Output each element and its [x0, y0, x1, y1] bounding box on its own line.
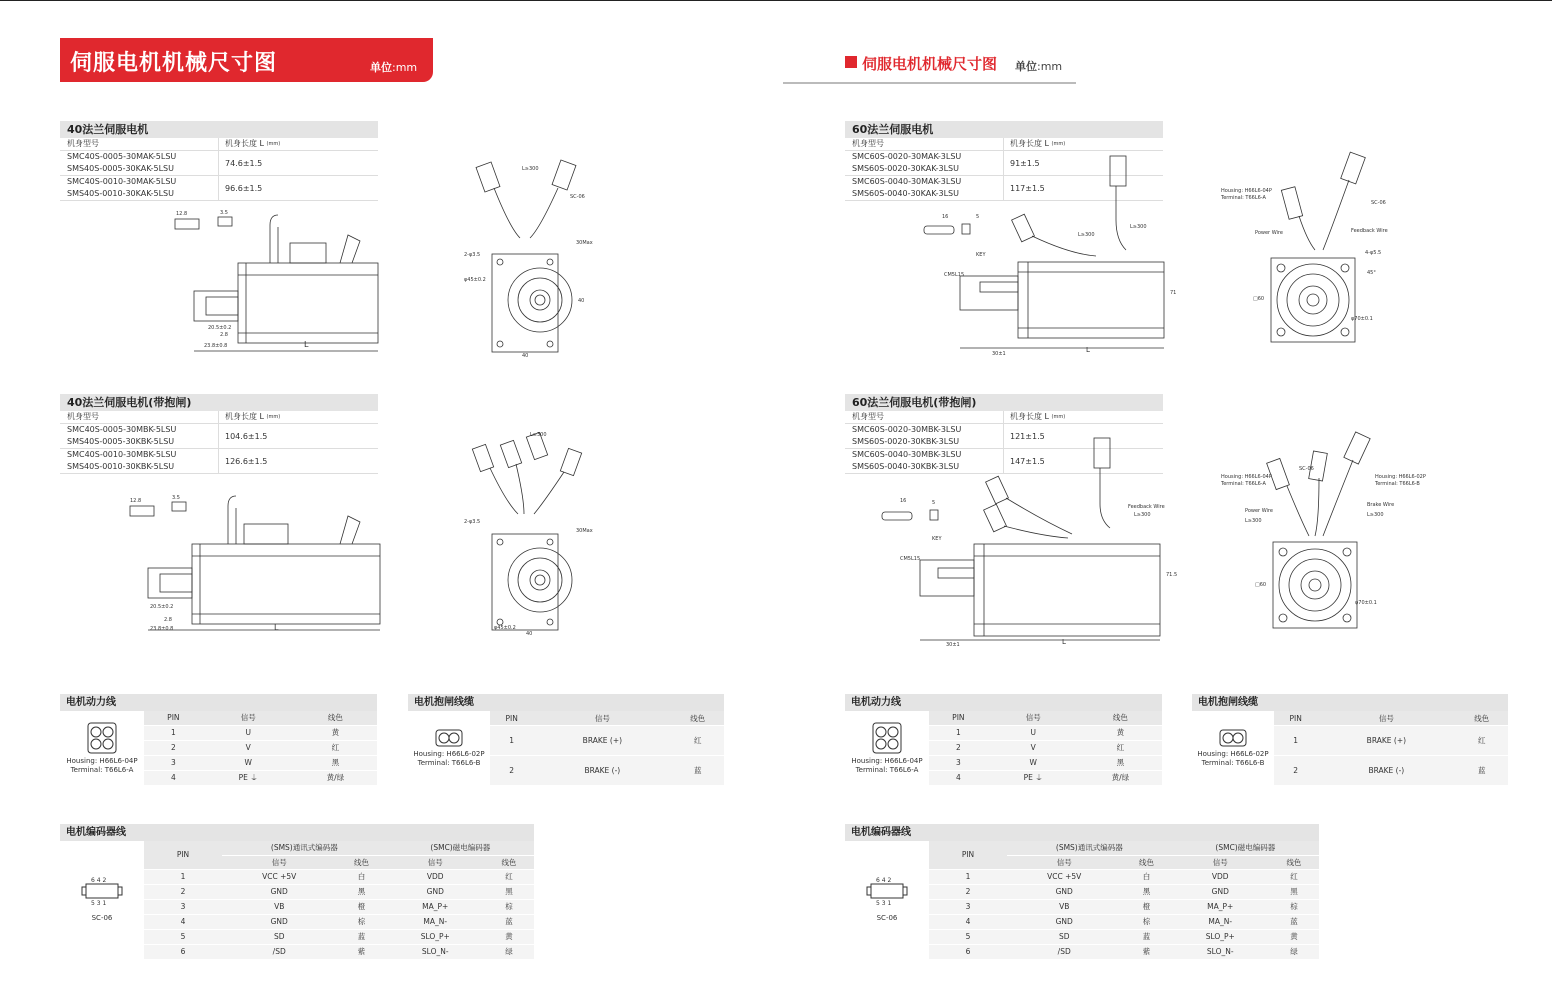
page-title: 伺服电机机械尺寸图 [70, 51, 278, 76]
svg-text:5 3 1: 5 3 1 [91, 900, 107, 908]
cell: MA_P+ [387, 899, 484, 914]
motor-40-brake-side-drawing [122, 490, 387, 635]
terminal-label: Terminal: T66L6-B [1201, 758, 1265, 767]
unit-value: :mm [392, 61, 418, 74]
top-rule [0, 0, 1552, 1]
dim-label: Feedback Wire [1351, 228, 1388, 234]
cell: 红 [484, 869, 534, 884]
col-signal: 信号 [222, 855, 336, 869]
cell: 蓝 [1269, 914, 1319, 929]
length-value: 91±1.5 [1010, 158, 1040, 168]
cell: V [988, 740, 1079, 755]
col-length-unit: (mm) [266, 414, 281, 420]
cell: 黄/绿 [1079, 770, 1162, 785]
power-cable-table-right [845, 694, 1162, 786]
length-value: 74.6±1.5 [225, 158, 263, 168]
cell: PE ⏚ [203, 770, 294, 785]
table-row [60, 176, 378, 201]
svg-text:6 4 2: 6 4 2 [91, 877, 107, 885]
cell: 黑 [336, 884, 386, 899]
col-pin: PIN [144, 711, 203, 725]
cell: 4 [929, 914, 1007, 929]
cell: SD [222, 929, 336, 944]
col-color: 线色 [671, 711, 724, 726]
table-title: 电机抱闸线缆 [408, 694, 724, 711]
cell: GND [222, 884, 336, 899]
motor-60-front-drawing [1215, 150, 1405, 350]
housing-label: Housing: H66L6-02P [1197, 749, 1269, 758]
dim-label: L≥300 [1078, 232, 1095, 238]
col-length [1004, 138, 1163, 150]
cell: 棕 [1269, 899, 1319, 914]
dim-label: 3.5 [220, 210, 228, 216]
cell: 红 [1455, 726, 1508, 756]
model-name: SMS40S-0005-30KBK-5LSU [67, 437, 175, 446]
motor-40-side-drawing [170, 205, 390, 355]
table-title: 电机编码器线 [60, 824, 534, 841]
housing-label: Housing: H66L6-04P [851, 756, 923, 765]
cell: 黑 [294, 755, 377, 770]
cell: SLO_P+ [1172, 929, 1269, 944]
dim-label: 23.8±0.8 [204, 343, 228, 349]
dim-label: 40 [526, 631, 533, 637]
model-name: SMC60S-0020-30MBK-3LSU [852, 425, 962, 434]
cell: 2 [929, 740, 988, 755]
table-row [60, 151, 378, 176]
cell: BRAKE (-) [533, 755, 671, 785]
dim-label: L≥300 [1134, 512, 1151, 518]
motor-60-brake-side-drawing [872, 430, 1182, 650]
sc06-connector-icon [82, 876, 122, 906]
dim-label: 2.8 [220, 332, 228, 338]
cell: 6 [144, 944, 222, 959]
cell: 黄 [1269, 929, 1319, 944]
dim-label: 3.5 [172, 495, 180, 501]
col-length-label: 机身长度 L [1010, 412, 1049, 421]
cell: 黑 [484, 884, 534, 899]
cell: 黄 [294, 725, 377, 740]
cell: VCC +5V [222, 869, 336, 884]
cell: 2 [490, 755, 533, 785]
cell: SLO_P+ [387, 929, 484, 944]
cell: 3 [929, 755, 988, 770]
cell: SLO_N- [387, 944, 484, 959]
dim-label: Power Wire [1245, 508, 1273, 514]
cell: 4 [929, 770, 988, 785]
col-model: 机身型号 [845, 138, 1004, 150]
4pin-connector-icon [871, 721, 903, 755]
dim-label: Terminal: T66L6-A [1221, 481, 1266, 487]
unit-label [370, 59, 417, 75]
cell: 2 [929, 884, 1007, 899]
table-header-row [60, 411, 378, 424]
terminal-label: Terminal: T66L6-A [70, 765, 134, 774]
cell: W [988, 755, 1079, 770]
2pin-connector-icon [1218, 728, 1248, 748]
right-unit-label [1015, 58, 1062, 74]
svg-text:6 4 2: 6 4 2 [876, 877, 892, 885]
model-name: SMC60S-0040-30MBK-3LSU [852, 450, 962, 459]
col-signal: 信号 [1172, 855, 1269, 869]
encoder-cable-table-right [845, 824, 1319, 960]
dim-label: □60 [1253, 296, 1265, 302]
dim-label: φ45±0.2 [494, 625, 516, 631]
cell: BRAKE (+) [1317, 726, 1455, 756]
cell: VB [1007, 899, 1121, 914]
power-cable-table-left [60, 694, 377, 786]
brake-cable-table-left [408, 694, 724, 786]
model-table-40-brake [60, 394, 378, 474]
cell: VCC +5V [1007, 869, 1121, 884]
col-length-unit: (mm) [266, 141, 281, 147]
motor-60-brake-front-drawing [1215, 430, 1435, 640]
col-length-unit: (mm) [1051, 414, 1066, 420]
cell: 黄 [484, 929, 534, 944]
col-sms: (SMS)通讯式编码器 [222, 841, 387, 855]
cell: 1 [144, 725, 203, 740]
cell: VDD [1172, 869, 1269, 884]
col-length [1004, 411, 1163, 423]
col-pin: PIN [929, 711, 988, 725]
cell: 绿 [1269, 944, 1319, 959]
cell: /SD [222, 944, 336, 959]
cell: GND [222, 914, 336, 929]
cell: VDD [387, 869, 484, 884]
col-signal: 信号 [988, 711, 1079, 725]
dim-label: Terminal: T66L6-A [1221, 195, 1266, 201]
col-pin: PIN [144, 841, 222, 869]
unit-key: 单位 [370, 61, 392, 74]
cell: PE ⏚ [988, 770, 1079, 785]
dim-label: 2-φ3.5 [464, 519, 481, 525]
dim-label: 20.5±0.2 [208, 325, 232, 331]
dim-label: 5 [932, 500, 936, 506]
table-row [60, 424, 378, 449]
cell: 绿 [484, 944, 534, 959]
dim-label: L≥300 [1130, 224, 1147, 230]
2pin-connector-icon [434, 728, 464, 748]
dim-label: L [1086, 346, 1090, 354]
cell: 3 [929, 899, 1007, 914]
cell: 黄 [1079, 725, 1162, 740]
table-header-row [60, 138, 378, 151]
col-pin: PIN [929, 841, 1007, 869]
cell: 棕 [336, 914, 386, 929]
dim-label: L≥300 [1245, 518, 1262, 524]
terminal-label: Terminal: T66L6-B [417, 758, 481, 767]
col-pin: PIN [490, 711, 533, 726]
cell: 红 [294, 740, 377, 755]
cell: 棕 [1121, 914, 1171, 929]
cell: /SD [1007, 944, 1121, 959]
dim-label: KEY [932, 536, 942, 542]
col-length-label: 机身长度 L [1010, 139, 1049, 148]
model-name: SMC60S-0020-30MAK-3LSU [852, 152, 962, 161]
dim-label: 16 [942, 214, 949, 220]
brake-cable-table-right [1192, 694, 1508, 786]
model-name: SMS60S-0020-30KAK-3LSU [852, 164, 959, 173]
dim-label: Housing: H66L6-02P [1375, 474, 1426, 480]
model-name: SMC60S-0040-30MAK-3LSU [852, 177, 962, 186]
col-sms: (SMS)通讯式编码器 [1007, 841, 1172, 855]
connector-label: SC-06 [876, 914, 898, 923]
cell: SLO_N- [1172, 944, 1269, 959]
connector-label: SC-06 [91, 914, 113, 923]
dim-label: 20.5±0.2 [150, 604, 174, 610]
cell: W [203, 755, 294, 770]
cell: 1 [490, 726, 533, 756]
dim-label: 12.8 [176, 211, 188, 217]
cell: GND [1007, 914, 1121, 929]
table-title: 电机抱闸线缆 [1192, 694, 1508, 711]
cell: 1 [144, 869, 222, 884]
length-value: 96.6±1.5 [225, 183, 263, 193]
col-color: 线色 [336, 855, 386, 869]
title-marker-icon [845, 56, 857, 68]
motor-60-side-drawing [920, 150, 1180, 360]
terminal-label: Terminal: T66L6-A [855, 765, 919, 774]
dim-label: Feedback Wire [1128, 504, 1165, 510]
col-model: 机身型号 [845, 411, 1004, 423]
cell: BRAKE (+) [533, 726, 671, 756]
col-length-label: 机身长度 L [225, 139, 264, 148]
left-title-banner [60, 38, 433, 82]
cell: 蓝 [1121, 929, 1171, 944]
cell: 4 [144, 770, 203, 785]
model-name: SMS60S-0040-30KAK-3LSU [852, 189, 959, 198]
dim-label: □60 [1255, 582, 1267, 588]
dim-label: L≥300 [522, 166, 539, 172]
cell: 5 [929, 929, 1007, 944]
dim-label: 71 [1170, 290, 1177, 296]
table-title: 电机动力线 [845, 694, 1162, 711]
svg-text:5 3 1: 5 3 1 [876, 900, 892, 908]
cell: 橙 [1121, 899, 1171, 914]
dim-label: 30±1 [992, 351, 1006, 357]
col-length [219, 411, 378, 423]
cell: BRAKE (-) [1317, 755, 1455, 785]
housing-label: Housing: H66L6-04P [66, 756, 138, 765]
cell: 黑 [1079, 755, 1162, 770]
dim-label: 40 [522, 353, 529, 359]
dim-label: L [274, 623, 279, 632]
col-signal: 信号 [203, 711, 294, 725]
dim-label: 5 [976, 214, 980, 220]
cell: SD [1007, 929, 1121, 944]
cell: 紫 [336, 944, 386, 959]
model-name: SMS40S-0010-30KBK-5LSU [67, 462, 175, 471]
cell: U [988, 725, 1079, 740]
right-title-rule [783, 82, 1076, 84]
dim-label: Housing: H66L6-04P [1221, 474, 1272, 480]
dim-label: L [1062, 638, 1066, 646]
dim-label: Terminal: T66L6-B [1375, 481, 1420, 487]
col-color: 线色 [294, 711, 377, 725]
unit-value: :mm [1037, 60, 1063, 73]
table-title: 40法兰伺服电机(带抱闸) [60, 394, 378, 411]
cell: 1 [929, 869, 1007, 884]
dim-label: KEY [976, 252, 986, 258]
cell: 白 [336, 869, 386, 884]
length-value: 117±1.5 [1010, 183, 1045, 193]
dim-label: CM5L15 [900, 556, 921, 562]
col-length-unit: (mm) [1051, 141, 1066, 147]
col-signal: 信号 [1317, 711, 1455, 726]
model-name: SMS40S-0005-30KAK-5LSU [67, 164, 174, 173]
dim-label: 30Max [576, 240, 593, 246]
cell: 2 [144, 884, 222, 899]
cell: 蓝 [671, 755, 724, 785]
dim-label: 12.8 [130, 498, 142, 504]
model-name: SMS60S-0040-30KBK-3LSU [852, 462, 960, 471]
dim-label: 2-φ3.5 [464, 252, 481, 258]
cell: 黄/绿 [294, 770, 377, 785]
cell: GND [1172, 884, 1269, 899]
motor-40-brake-front-drawing [460, 428, 593, 638]
cell: 5 [144, 929, 222, 944]
col-color: 线色 [1269, 855, 1319, 869]
table-header-row [845, 411, 1163, 424]
col-model: 机身型号 [60, 138, 219, 150]
length-value: 104.6±1.5 [225, 431, 268, 441]
table-title: 60法兰伺服电机(带抱闸) [845, 394, 1163, 411]
dim-label: φ70±0.1 [1351, 316, 1373, 322]
dim-label: 2.8 [164, 617, 172, 623]
table-title: 40法兰伺服电机 [60, 121, 378, 138]
length-value: 147±1.5 [1010, 456, 1045, 466]
cell: 黑 [1269, 884, 1319, 899]
model-name: SMC40S-0005-30MAK-5LSU [67, 152, 177, 161]
dim-label: L [304, 340, 309, 349]
col-length [219, 138, 378, 150]
col-signal: 信号 [533, 711, 671, 726]
dim-label: 45° [1367, 270, 1376, 276]
dim-label: φ45±0.2 [464, 277, 486, 283]
col-color: 线色 [1079, 711, 1162, 725]
dim-label: Power Wire [1255, 230, 1283, 236]
cell: 2 [1274, 755, 1317, 785]
cell: 棕 [484, 899, 534, 914]
cell: 蓝 [1455, 755, 1508, 785]
cell: VB [222, 899, 336, 914]
col-signal: 信号 [387, 855, 484, 869]
sc06-connector-icon [867, 876, 907, 906]
cell: U [203, 725, 294, 740]
col-signal: 信号 [1007, 855, 1121, 869]
cell: 白 [1121, 869, 1171, 884]
length-value: 126.6±1.5 [225, 456, 268, 466]
col-smc: (SMC)磁电编码器 [1172, 841, 1319, 855]
cell: 紫 [1121, 944, 1171, 959]
model-name: SMC40S-0010-30MBK-5LSU [67, 450, 177, 459]
cell: 蓝 [484, 914, 534, 929]
cell: 3 [144, 899, 222, 914]
dim-label: 23.8±0.8 [150, 626, 174, 632]
col-color: 线色 [1121, 855, 1171, 869]
cell: 3 [144, 755, 203, 770]
cell: 1 [929, 725, 988, 740]
model-table-40 [60, 121, 378, 201]
cell: MA_N- [1172, 914, 1269, 929]
col-smc: (SMC)磁电编码器 [387, 841, 534, 855]
cell: 黑 [1121, 884, 1171, 899]
unit-key: 单位 [1015, 60, 1037, 73]
table-title: 60法兰伺服电机 [845, 121, 1163, 138]
dim-label: SC-06 [1299, 466, 1314, 472]
dim-label: 71.5 [1166, 572, 1178, 578]
encoder-cable-table-left [60, 824, 534, 960]
dim-label: 16 [900, 498, 907, 504]
dim-label: 30±1 [946, 642, 960, 648]
length-value: 121±1.5 [1010, 431, 1045, 441]
col-length-label: 机身长度 L [225, 412, 264, 421]
model-name: SMS60S-0020-30KBK-3LSU [852, 437, 960, 446]
dim-label: 4-φ5.5 [1365, 250, 1382, 256]
model-name: SMC40S-0010-30MAK-5LSU [67, 177, 177, 186]
dim-label: Housing: H66L6-04P [1221, 188, 1272, 194]
model-name: SMC40S-0005-30MBK-5LSU [67, 425, 177, 434]
dim-label: SC-06 [1371, 200, 1386, 206]
dim-label: 30Max [576, 528, 593, 534]
cell: MA_N- [387, 914, 484, 929]
cell: 红 [671, 726, 724, 756]
cell: 橙 [336, 899, 386, 914]
motor-40-front-drawing [460, 158, 593, 359]
cell: 蓝 [336, 929, 386, 944]
dim-label: Brake Wire [1367, 502, 1395, 508]
dim-label: CM5L15 [944, 272, 965, 278]
cell: 红 [1079, 740, 1162, 755]
col-color: 线色 [484, 855, 534, 869]
col-color: 线色 [1455, 711, 1508, 726]
dim-label: SC-06 [570, 194, 585, 200]
col-pin: PIN [1274, 711, 1317, 726]
table-title: 电机编码器线 [845, 824, 1319, 841]
4pin-connector-icon [86, 721, 118, 755]
cell: GND [1007, 884, 1121, 899]
cell: 6 [929, 944, 1007, 959]
col-model: 机身型号 [60, 411, 219, 423]
dim-label: L≥300 [530, 432, 547, 438]
cell: 红 [1269, 869, 1319, 884]
cell: 4 [144, 914, 222, 929]
cell: 2 [144, 740, 203, 755]
dim-label: φ70±0.1 [1355, 600, 1377, 606]
dim-label: 40 [578, 298, 585, 304]
model-name: SMS40S-0010-30KAK-5LSU [67, 189, 174, 198]
dim-label: L≥300 [1367, 512, 1384, 518]
table-title: 电机动力线 [60, 694, 377, 711]
cell: V [203, 740, 294, 755]
housing-label: Housing: H66L6-02P [413, 749, 485, 758]
cell: 1 [1274, 726, 1317, 756]
right-page-title: 伺服电机机械尺寸图 [862, 55, 998, 73]
cell: MA_P+ [1172, 899, 1269, 914]
cell: GND [387, 884, 484, 899]
table-row [60, 449, 378, 474]
